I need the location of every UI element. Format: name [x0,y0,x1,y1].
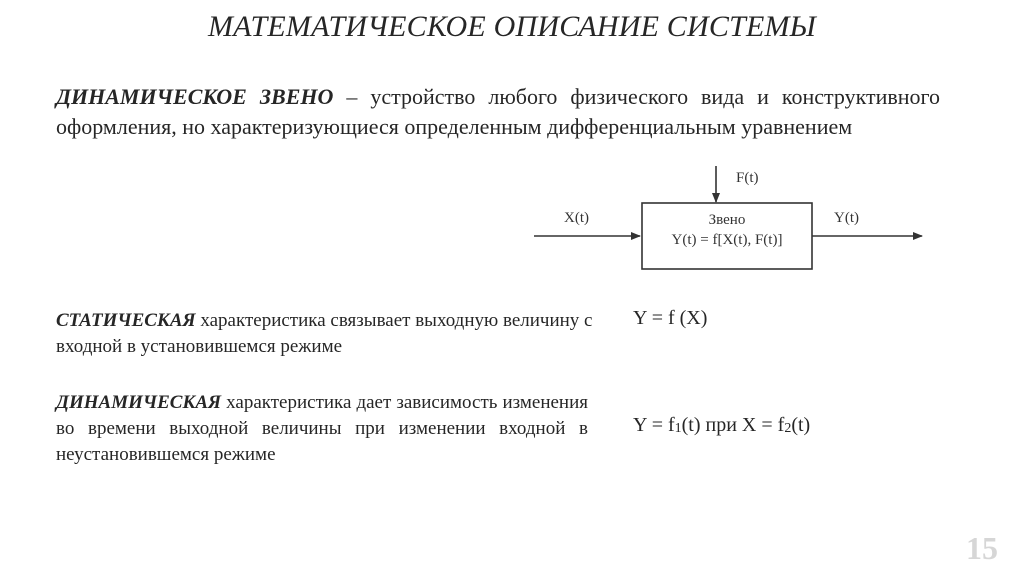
dynamic-formula [633,414,810,437]
dynamic-formula-part3: (t) [791,414,811,436]
dynamic-term: ДИНАМИЧЕСКАЯ [56,392,222,413]
disturbance-label: F(t) [736,170,759,186]
dynamic-formula-sub1: 1 [674,421,682,436]
dynamic-characteristic [56,390,588,468]
block-title: Звено [708,212,746,228]
static-characteristic [56,308,616,360]
block-diagram-svg [530,160,950,280]
page-number: 15 [966,530,998,566]
definition-dash: – [333,84,371,109]
dynamic-formula-part1: Y = f [633,414,675,436]
output-label: Y(t) [834,210,859,226]
dynamic-description: характеристика дает зависимость изменения во времени выходной величины при изменении входной в неустановившемся режиме [56,392,588,465]
definition-term: ДИНАМИЧЕСКОЕ ЗВЕНО [56,84,334,109]
dynamic-formula-sub2: 2 [784,421,792,436]
definition-paragraph [56,82,940,142]
dynamic-formula-part2: (t) при X = f [681,414,785,436]
definition-text: устройство любого физического вида и конструктивного оформления, но характеризующиеся определенным дифференциальным уравнением [56,84,940,139]
static-formula: Y = f (X) [633,307,708,329]
static-term: СТАТИЧЕСКАЯ [56,310,196,331]
slide-title: МАТЕМАТИЧЕСКОЕ ОПИСАНИЕ СИСТЕМЫ [207,10,817,43]
block-formula: Y(t) = f[X(t), F(t)] [671,232,783,248]
block-diagram [530,160,950,280]
input-label: X(t) [564,210,589,226]
static-description: характеристика связывает выходную величину с входной в установившемся режиме [56,310,593,357]
